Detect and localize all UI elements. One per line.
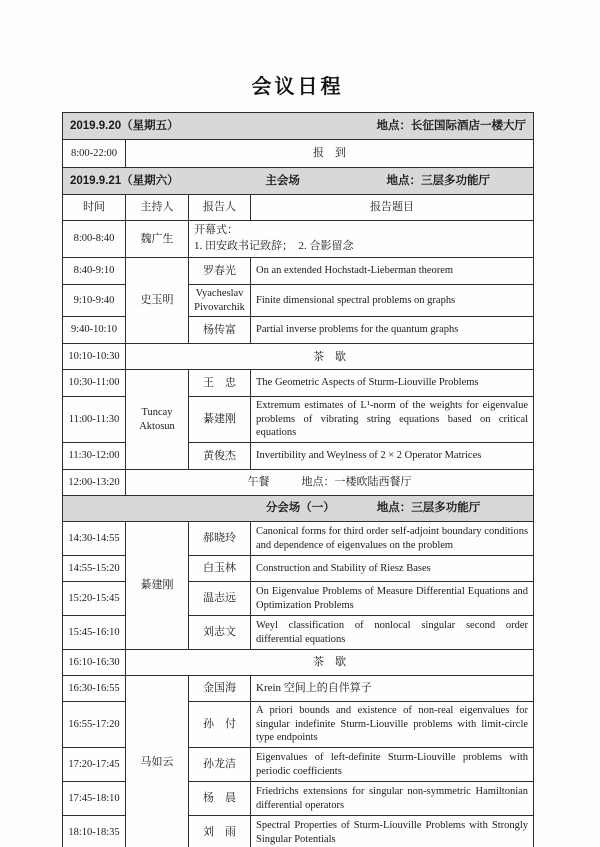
time-cell: 11:00-11:30 <box>63 397 126 443</box>
page-title: 会议日程 <box>251 76 344 98</box>
registration-time: 8:00-22:00 <box>63 140 126 168</box>
chair-cell: 魏广生 <box>126 221 189 258</box>
lunch-row <box>63 470 534 496</box>
tea-break-row <box>63 344 534 370</box>
speaker-cell: 郝晓玲 <box>189 522 251 556</box>
time-cell: 8:40-9:10 <box>63 257 126 284</box>
day2-date: 2019.9.21（星期六） <box>70 174 179 187</box>
lunch-label: 午餐 <box>247 476 270 489</box>
speaker-cell: 王 忠 <box>189 370 251 397</box>
talk-title-cell: Invertibility and Weylness of 2 × 2 Operator Matrices <box>251 443 534 470</box>
tea-break-label: 茶 歇 <box>126 650 534 676</box>
speaker-cell: 罗春光 <box>189 257 251 284</box>
speaker-cell: 金国海 <box>189 676 251 702</box>
time-cell: 10:30-11:00 <box>63 370 126 397</box>
opening-line2: 1. 田安政书记致辞； 2. 合影留念 <box>194 239 354 252</box>
day1-band <box>63 113 534 140</box>
lunch-cell <box>126 470 534 496</box>
tea-break-label: 茶 歇 <box>126 344 534 370</box>
lunch-location: 地点：一楼欧陆西餐厅 <box>301 476 412 489</box>
time-cell: 12:00-13:20 <box>63 470 126 496</box>
time-cell: 8:00-8:40 <box>63 221 126 258</box>
opening-line1: 开幕式： <box>194 224 238 236</box>
col-chair: 主持人 <box>126 195 189 221</box>
talk-title-cell: On an extended Hochstadt-Lieberman theorem <box>251 257 534 284</box>
time-cell: 9:40-10:10 <box>63 317 126 344</box>
talk-row <box>63 522 534 556</box>
chair-cell: Tuncay Aktosun <box>126 370 189 470</box>
time-cell: 15:20-15:45 <box>63 582 126 616</box>
talk-title-cell: Partial inverse problems for the quantum graphs <box>251 317 534 344</box>
time-cell: 9:10-9:40 <box>63 284 126 316</box>
tea-break-row <box>63 650 534 676</box>
speaker-cell: 黄俊杰 <box>189 443 251 470</box>
talk-title-cell: A priori bounds and existence of non-real eigenvalues for singular indefinite Sturm-Liouville problems with limit-circle type endpoints <box>251 702 534 748</box>
day2-location: 地点：三层多功能厅 <box>386 174 491 187</box>
time-cell: 16:55-17:20 <box>63 702 126 748</box>
time-cell: 17:45-18:10 <box>63 782 126 816</box>
talk-title-cell: Spectral Properties of Sturm-Liouville Problems with Strongly Singular Potentials <box>251 816 534 847</box>
talk-title-cell: Eigenvalues of left-definite Sturm-Liouville problems with periodic coefficients <box>251 748 534 782</box>
registration-label: 报 到 <box>126 140 534 168</box>
talk-title-cell: Extremum estimates of L¹-norm of the weights for eigenvalue problems of vibrating string equations based on critical equations <box>251 397 534 443</box>
chair-cell: 綦建刚 <box>126 522 189 650</box>
day2-band <box>63 168 534 195</box>
time-cell: 15:45-16:10 <box>63 616 126 650</box>
talk-title-cell: Krein 空间上的自伴算子 <box>251 676 534 702</box>
column-header-row <box>63 195 534 221</box>
col-time: 时间 <box>63 195 126 221</box>
speaker-cell: 温志远 <box>189 582 251 616</box>
opening-detail-cell <box>189 221 534 258</box>
col-speaker: 报告人 <box>189 195 251 221</box>
day1-location: 地点：长征国际酒店一楼大厅 <box>376 119 527 132</box>
breakout-header: 分会场（一） <box>265 502 335 515</box>
opening-row <box>63 221 534 258</box>
talk-title-cell: Weyl classification of nonlocal singular second order differential equations <box>251 616 534 650</box>
chair-cell: 马如云 <box>126 676 189 847</box>
talk-row <box>63 370 534 397</box>
speaker-cell: 綦建刚 <box>189 397 251 443</box>
talk-title-cell: Friedrichs extensions for singular non-symmetric Hamiltonian differential operators <box>251 782 534 816</box>
col-title: 报告题目 <box>251 195 534 221</box>
day2-venue: 主会场 <box>265 174 300 187</box>
speaker-cell: 杨传富 <box>189 317 251 344</box>
talk-row <box>63 257 534 284</box>
day1-date: 2019.9.20（星期五） <box>70 119 179 132</box>
talk-title-cell: The Geometric Aspects of Sturm-Liouville Problems <box>251 370 534 397</box>
talk-title-cell: On Eigenvalue Problems of Measure Differential Equations and Optimization Problems <box>251 582 534 616</box>
registration-row <box>63 140 534 168</box>
time-cell: 10:10-10:30 <box>63 344 126 370</box>
breakout-band <box>63 496 534 522</box>
schedule-table <box>62 112 534 847</box>
speaker-cell: Vyacheslav Pivovarchik <box>189 284 251 316</box>
time-cell: 11:30-12:00 <box>63 443 126 470</box>
speaker-cell: 刘志文 <box>189 616 251 650</box>
speaker-cell: 孙龙洁 <box>189 748 251 782</box>
talk-title-cell: Construction and Stability of Riesz Bases <box>251 556 534 582</box>
talk-title-cell: Canonical forms for third order self-adjoint boundary conditions and dependence of eigenvalues on the problem <box>251 522 534 556</box>
speaker-cell: 孙 付 <box>189 702 251 748</box>
time-cell: 18:10-18:35 <box>63 816 126 847</box>
chair-cell: 史玉明 <box>126 257 189 343</box>
talk-row <box>63 676 534 702</box>
speaker-cell: 白玉林 <box>189 556 251 582</box>
time-cell: 17:20-17:45 <box>63 748 126 782</box>
time-cell: 14:55-15:20 <box>63 556 126 582</box>
speaker-cell: 杨 晨 <box>189 782 251 816</box>
speaker-cell: 刘 雨 <box>189 816 251 847</box>
time-cell: 16:30-16:55 <box>63 676 126 702</box>
time-cell: 16:10-16:30 <box>63 650 126 676</box>
talk-title-cell: Finite dimensional spectral problems on graphs <box>251 284 534 316</box>
breakout-location: 地点：三层多功能厅 <box>376 502 481 515</box>
time-cell: 14:30-14:55 <box>63 522 126 556</box>
